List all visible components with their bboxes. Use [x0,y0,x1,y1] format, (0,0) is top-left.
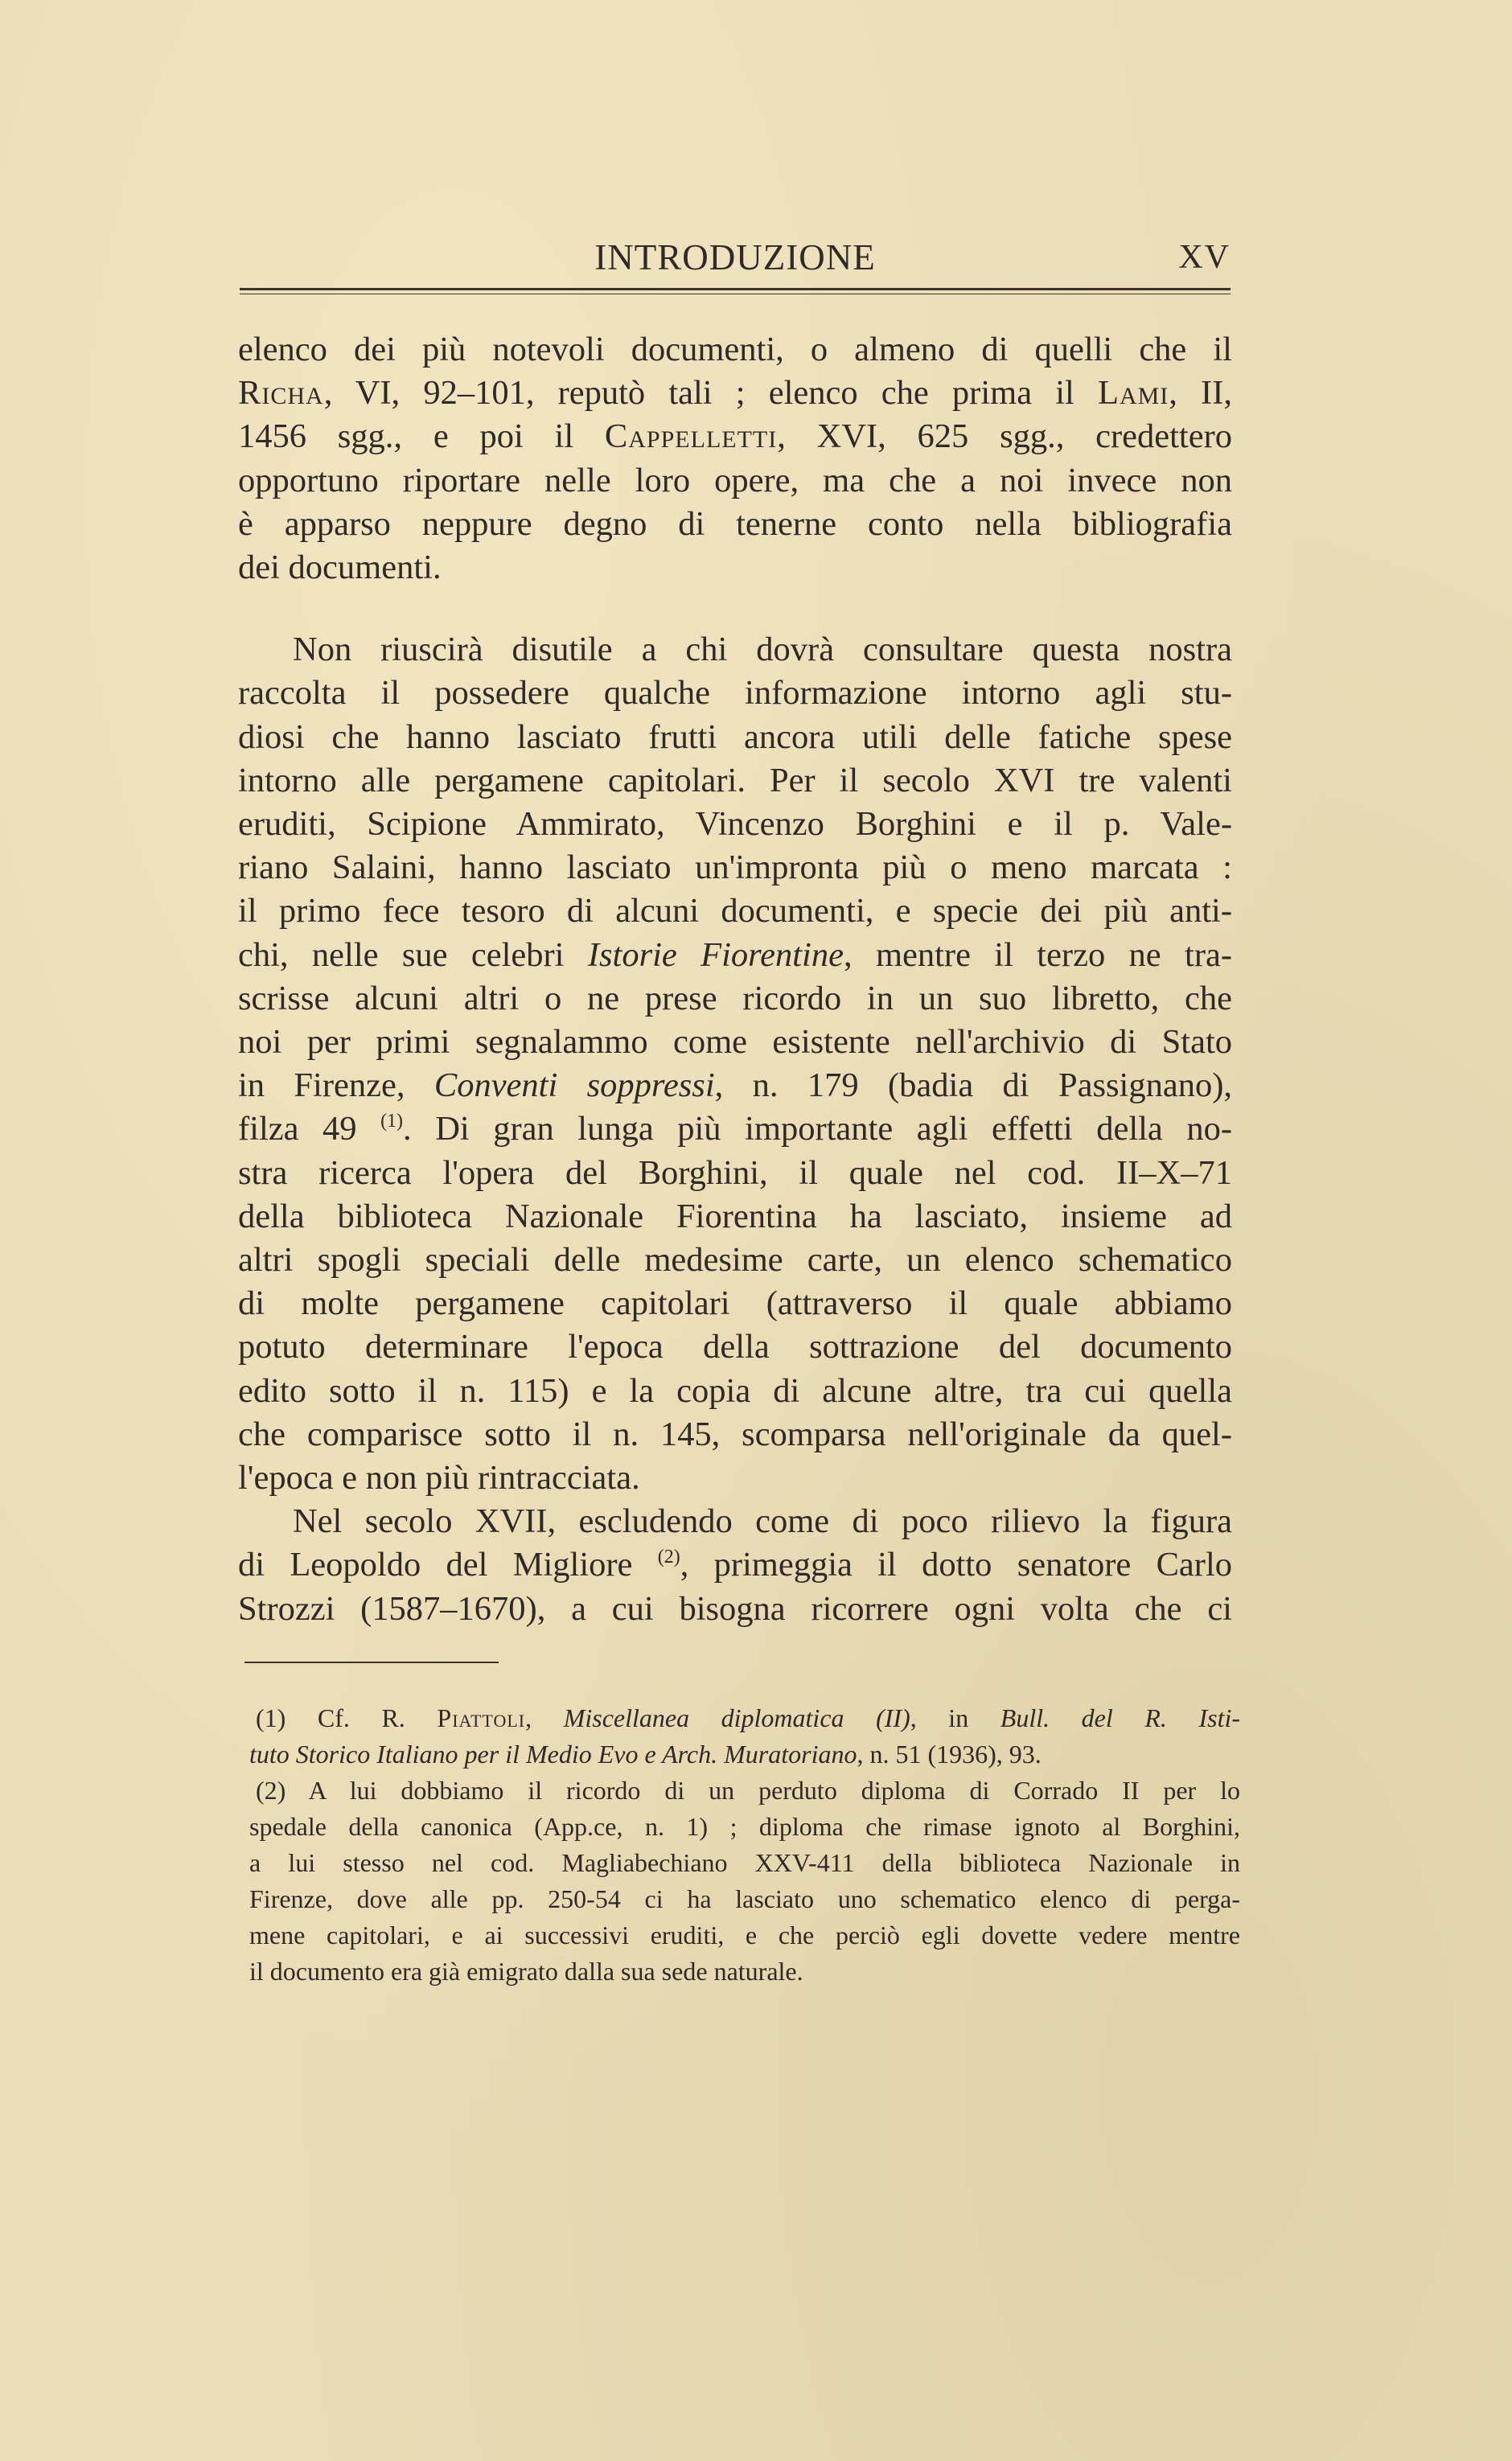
text-line: noi per primi segnalammo come esistente nell'archivio di Stato [238,1023,1232,1062]
text-line: elenco dei più notevoli documenti, o almeno di quelli che il [238,331,1232,368]
footnote-line: il documento era già emigrato dalla sua sede naturale. [249,1957,803,1986]
running-head-title: INTRODUZIONE [594,237,876,277]
text-line: diosi che hanno lasciato frutti ancora utili delle fatiche spese [238,717,1232,756]
text-line: stra ricerca l'opera del Borghini, il quale nel cod. II–X–71 [238,1153,1232,1192]
text-run: di Leopoldo del Migliore [238,1546,658,1584]
text-line: dei documenti. [238,548,442,587]
text-run: , II, [1169,374,1232,413]
work-title: Istorie Fiorentine [587,935,844,974]
text-line: eruditi, Scipione Ammirato, Vincenzo Borghini e il p. Vale- [238,805,1232,844]
text-line [238,1543,1232,1587]
text-line: che comparisce sotto il n. 145, scomparsa nell'originale da quel- [238,1415,1232,1453]
footnote-2 [249,1773,1240,1990]
footnotes [249,1700,1240,1990]
author-name: Cappelletti [604,417,778,456]
text-line: il primo fece tesoro di alcuni documenti, e specie dei più anti- [238,892,1232,931]
author-name: Richa [238,374,324,413]
journal-title: Bull. del R. Isti- [1000,1703,1241,1732]
body-text [238,328,1232,1631]
author-name: Piattoli [437,1703,526,1732]
text-run: , mentre il terzo ne tra- [843,935,1232,974]
archive-fund-title: Conventi soppressi [433,1066,715,1105]
footnote-1 [249,1700,1240,1773]
text-run: chi, nelle sue celebri [238,935,588,974]
text-line: intorno alle pergamene capitolari. Per il secolo XVI tre valenti [238,761,1232,799]
text-run: , in [910,1703,1000,1732]
text-line [238,1064,1232,1107]
text-line: potuto determinare l'epoca della sottrazione del documento [238,1328,1232,1366]
footnote-line: mene capitolari, e ai successivi eruditi, e che perciò egli dovette vedere mentre [249,1921,1240,1949]
text-run: , VI, 92–101, reputò tali ; elenco che prima il [323,374,1098,413]
text-line [238,415,1232,458]
footnote-line: a lui stesso nel cod. Magliabechiano XXV-411 della biblioteca Nazionale in [249,1848,1240,1877]
text-line: Nel secolo XVII, escludendo come di poco rilievo la figura [293,1502,1232,1541]
text-run: , primeggia il dotto senatore Carlo [680,1546,1232,1584]
text-line [238,1107,1232,1151]
text-line: riano Salaini, hanno lasciato un'impronta più o meno marcata : [238,848,1232,887]
author-name: Lami [1097,374,1169,413]
page-number: XV [1178,239,1231,276]
text-line: opportuno riportare nelle loro opere, ma che a noi invece non [238,461,1232,499]
paragraph-1 [238,328,1232,590]
footnote-ref-2[interactable]: (2) [657,1547,680,1568]
footnote-line [249,1700,1240,1736]
footnote-rule [244,1662,499,1663]
text-line: l'epoca e non più rintracciata. [238,1459,640,1498]
footnote-line [249,1736,1240,1773]
text-run: filza 49 [238,1110,381,1148]
text-run: , [525,1703,564,1732]
work-title: Miscellanea diplomatica (II) [563,1703,910,1732]
text-run: (1) Cf. R. [256,1703,438,1732]
text-line: della biblioteca Nazionale Fiorentina ha lasciato, insieme ad [238,1197,1232,1235]
journal-title: tuto Storico Italiano per il Medio Evo e Arch. Muratoriano [249,1740,857,1769]
text-run: . Di gran lunga più importante agli effetti della no- [403,1110,1232,1148]
paragraph-2 [238,628,1232,1500]
text-line: è apparso neppure degno di tenerne conto nella bibliografia [238,504,1232,543]
footnote-line: Firenze, dove alle pp. 250-54 ci ha lasciato uno schematico elenco di perga- [249,1884,1240,1913]
text-line [238,934,1232,977]
text-run: , n. 51 (1936), 93. [857,1740,1042,1769]
paragraph-3 [238,1500,1232,1631]
running-head [240,235,1231,280]
text-line: edito sotto il n. 115) e la copia di alcune altre, tra cui quella [238,1371,1232,1410]
text-run: , n. 179 (badia di Passignano), [714,1066,1232,1105]
text-line: scrisse alcuni altri o ne prese ricordo in un suo libretto, che [238,979,1232,1017]
text-run: , XVI, 625 sgg., credettero [777,417,1232,456]
footnote-ref-1[interactable]: (1) [380,1111,404,1132]
text-line: raccolta il possedere qualche informazione intorno agli stu- [238,674,1232,713]
text-line: altri spogli speciali delle medesime carte, un elenco schematico [238,1241,1232,1280]
text-line: Strozzi (1587–1670), a cui bisogna ricorrere ogni volta che ci [238,1589,1232,1628]
header-rule [240,288,1231,290]
footnote-line: spedale della canonica (App.ce, n. 1) ; diploma che rimase ignoto al Borghini, [249,1812,1240,1841]
footnote-line: (2) A lui dobbiamo il ricordo di un perduto diploma di Corrado II per lo [256,1776,1240,1805]
text-run: 1456 sgg., e poi il [238,417,605,456]
text-line: Non riuscirà disutile a chi dovrà consultare questa nostra [293,631,1232,669]
text-line: di molte pergamene capitolari (attraverso il quale abbiamo [238,1284,1232,1323]
text-run: in Firenze, [238,1066,434,1105]
text-line [238,372,1232,415]
